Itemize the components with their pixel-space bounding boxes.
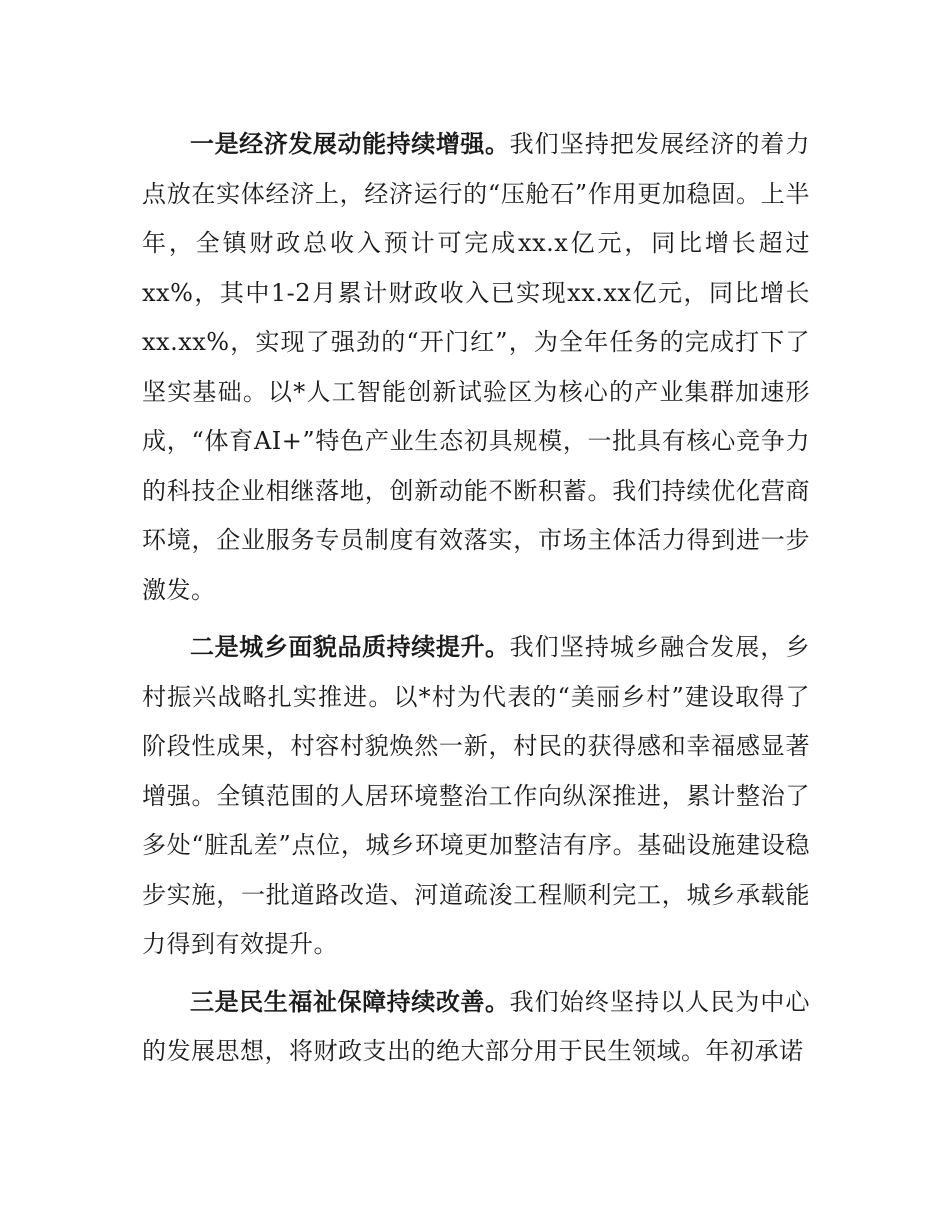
document-body: [142, 120, 810, 1085]
paragraph-lead-heading: 一是经济发展动能持续增强。: [190, 130, 510, 158]
paragraph-urban-rural: [142, 623, 810, 970]
paragraph-lead-heading: 三是民生福祉保障持续改善。: [190, 987, 510, 1016]
paragraph-text: 我们始终坚持以人民为中心的发展思想，将财政支出的绝大部分用于民生领域。年初承诺: [142, 987, 811, 1065]
paragraph-livelihood: [142, 978, 810, 1077]
paragraph-lead-heading: 二是城乡面貌品质持续提升。: [190, 633, 510, 661]
paragraph-economy: [142, 120, 810, 615]
paragraph-text: 我们坚持把发展经济的着力点放在实体经济上，经济运行的“压舱石”作用更加稳固。上半年，全镇财政总收入预计可完成xx.x亿元，同比增长超过xx%，其中1-2月累计财政收入已实现xx.xx亿元，同比增长xx.xx%，实现了强劲的“开门红”，为全年任务的完成打下了坚实基础。以*人工智能创新试验区为核心的产业集群加速形成，“体育AI+”特色产业生态初具规模，一批具有核心竞争力的科技企业相继落地，创新动能不断积蓄。我们持续优化营商环境，企业服务专员制度有效落实，市场主体活力得到进一步激发。: [142, 130, 811, 604]
paragraph-text: 我们坚持城乡融合发展，乡村振兴战略扎实推进。以*村为代表的“美丽乡村”建设取得了阶段性成果，村容村貌焕然一新，村民的获得感和幸福感显著增强。全镇范围的人居环境整治工作向纵深推进，累计整治了多处“脏乱差”点位，城乡环境更加整洁有序。基础设施建设稳步实施，一批道路改造、河道疏浚工程顺利完工，城乡承载能力得到有效提升。: [142, 633, 811, 958]
